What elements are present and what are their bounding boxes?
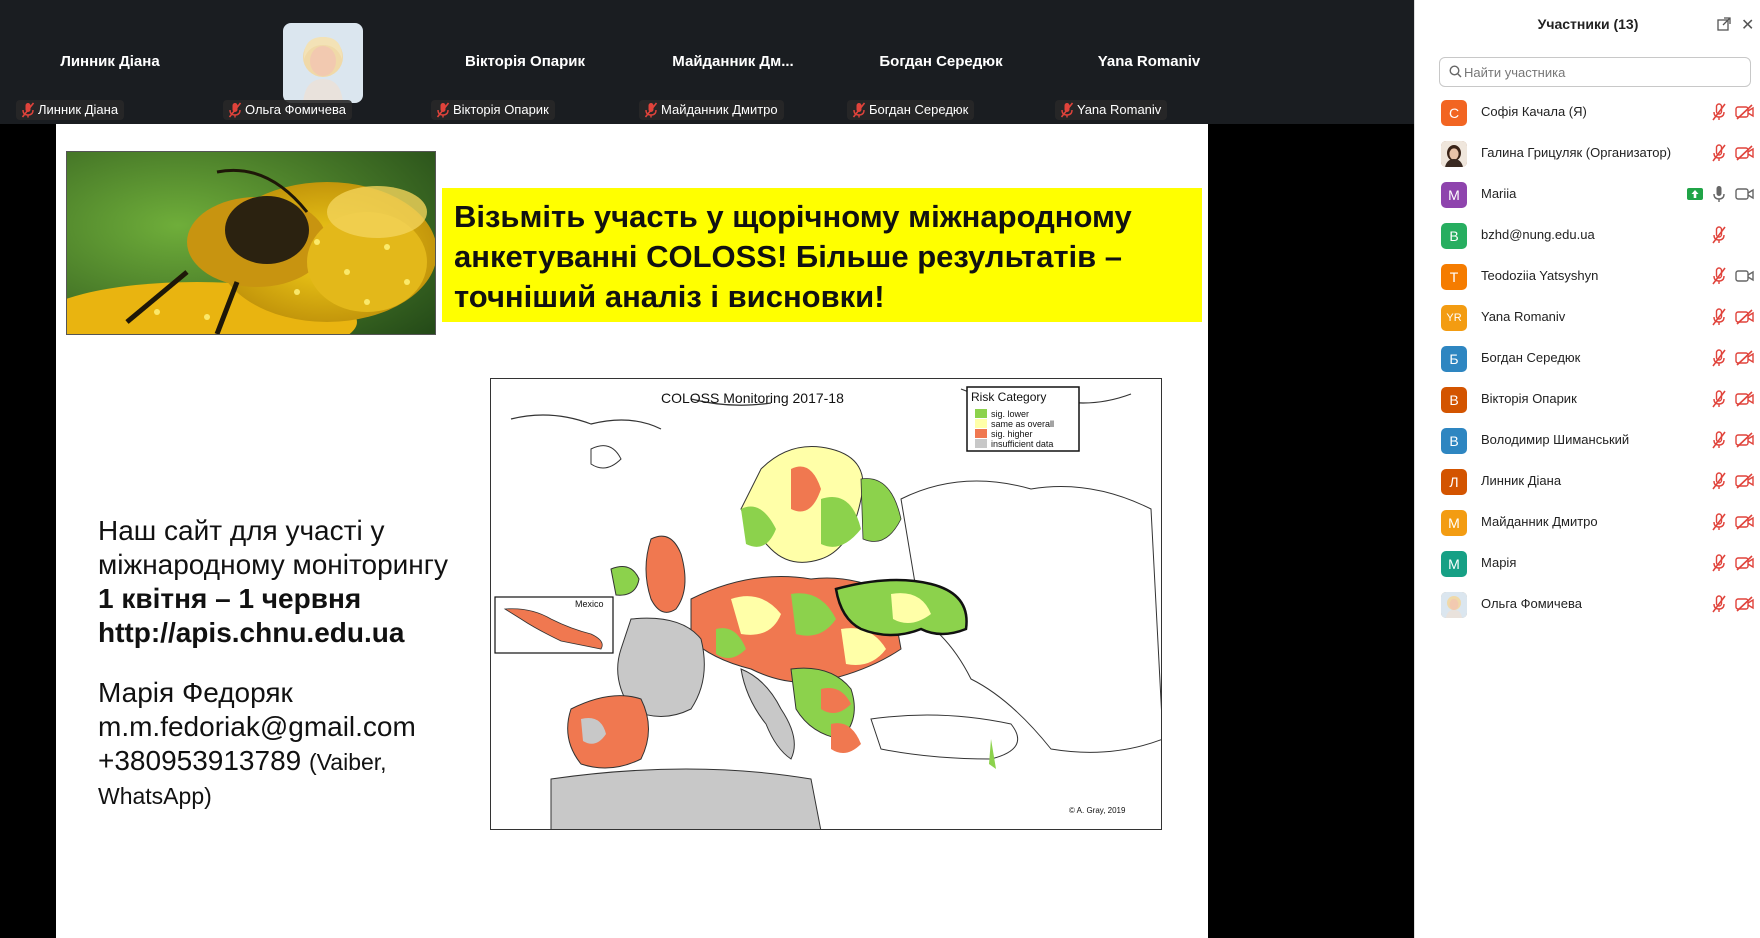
video-off-icon[interactable] xyxy=(1735,104,1755,120)
mic-icon[interactable] xyxy=(1711,185,1727,203)
participant-name: Ольга Фомичева xyxy=(1481,596,1582,611)
info-text: міжнародному моніторингу xyxy=(98,549,448,580)
tile-name-label xyxy=(847,100,974,120)
avatar: Б xyxy=(1441,346,1467,372)
legend-title: Risk Category xyxy=(971,390,1047,404)
video-gallery-strip xyxy=(0,0,1414,124)
video-off-icon[interactable] xyxy=(1735,145,1755,161)
avatar xyxy=(1441,592,1467,618)
participant-status-icons xyxy=(1711,595,1755,613)
participant-name: Teodoziia Yatsyshyn xyxy=(1481,268,1599,283)
tile-label-text: Богдан Середюк xyxy=(869,102,969,117)
mic-muted-icon xyxy=(1060,102,1074,118)
avatar: В xyxy=(1441,387,1467,413)
tile-name-label xyxy=(639,100,784,120)
tile-name-label xyxy=(1055,100,1167,120)
mic-muted-icon[interactable] xyxy=(1711,308,1727,326)
participant-name: bzhd@nung.edu.ua xyxy=(1481,227,1595,242)
mic-muted-icon[interactable] xyxy=(1711,103,1727,121)
video-tile[interactable] xyxy=(629,0,837,124)
mic-muted-icon xyxy=(852,102,866,118)
avatar: С xyxy=(1441,100,1467,126)
avatar: Л xyxy=(1441,469,1467,495)
video-tile[interactable] xyxy=(6,0,214,124)
mic-muted-icon[interactable] xyxy=(1711,513,1727,531)
survey-dates: 1 квітня – 1 червня xyxy=(98,583,362,614)
video-off-icon[interactable] xyxy=(1735,391,1755,407)
popout-icon[interactable] xyxy=(1717,17,1731,31)
shared-screen xyxy=(0,124,1414,938)
mic-muted-icon[interactable] xyxy=(1711,472,1727,490)
tile-label-text: Вікторія Опарик xyxy=(453,102,549,117)
mic-muted-icon[interactable] xyxy=(1711,390,1727,408)
participant-name: Богдан Середюк xyxy=(1481,350,1581,365)
contact-phone: +380953913789 xyxy=(98,745,302,776)
mic-muted-icon[interactable] xyxy=(1711,226,1727,244)
participant-name: Марія xyxy=(1481,555,1517,570)
phone-note: WhatsApp) xyxy=(98,783,212,809)
screen-share-icon xyxy=(1687,188,1703,200)
participant-row[interactable] xyxy=(1415,501,1760,542)
participant-list xyxy=(1415,91,1760,624)
info-text: Наш сайт для участі у xyxy=(98,515,385,546)
participant-row[interactable] xyxy=(1415,173,1760,214)
participant-row[interactable] xyxy=(1415,214,1760,255)
participant-row[interactable] xyxy=(1415,132,1760,173)
avatar: B xyxy=(1441,223,1467,249)
avatar: М xyxy=(1441,510,1467,536)
survey-url: http://apis.chnu.edu.ua xyxy=(98,617,405,648)
participant-row[interactable] xyxy=(1415,296,1760,337)
participant-name: Вікторія Опарик xyxy=(1481,391,1577,406)
search-icon xyxy=(1449,65,1462,78)
video-tile[interactable] xyxy=(421,0,629,124)
avatar: М xyxy=(1441,551,1467,577)
participant-name: Галина Грицуляк (Организатор) xyxy=(1481,145,1672,160)
participant-name: Майданник Дмитро xyxy=(1481,514,1598,529)
video-off-icon[interactable] xyxy=(1735,350,1755,366)
legend-item: sig. lower xyxy=(991,409,1030,419)
video-off-icon[interactable] xyxy=(1735,514,1755,530)
call-to-action-banner xyxy=(442,188,1202,322)
mic-muted-icon[interactable] xyxy=(1711,595,1727,613)
participants-panel xyxy=(1414,0,1760,938)
avatar: YR xyxy=(1441,305,1467,331)
participant-status-icons xyxy=(1711,349,1755,367)
inset-label: Mexico xyxy=(575,599,604,609)
tile-display-name: Yana Romaniv xyxy=(1097,53,1201,70)
video-off-icon[interactable] xyxy=(1735,473,1755,489)
participant-name: Софія Качала (Я) xyxy=(1481,104,1587,119)
contact-email: m.m.fedoriak@gmail.com xyxy=(98,711,416,742)
map-title: COLOSS Monitoring 2017-18 xyxy=(661,390,844,406)
tile-display-name: Линник Діана xyxy=(60,53,160,70)
banner-line: Візьміть участь у щорічному міжнародному xyxy=(454,199,1132,234)
mic-muted-icon[interactable] xyxy=(1711,144,1727,162)
participant-status-icons xyxy=(1711,226,1755,244)
participant-name: Yana Romaniv xyxy=(1481,309,1566,324)
participant-name: Володимир Шиманський xyxy=(1481,432,1630,447)
participant-status-icons xyxy=(1711,267,1755,285)
participant-status-icons xyxy=(1711,308,1755,326)
mic-muted-icon[interactable] xyxy=(1711,431,1727,449)
tile-label-text: Yana Romaniv xyxy=(1077,102,1162,117)
tile-display-name: Богдан Середюк xyxy=(879,53,1003,70)
video-off-icon[interactable] xyxy=(1735,596,1755,612)
avatar xyxy=(1441,141,1467,167)
phone-note: (Vaiber, xyxy=(309,749,387,775)
mic-muted-icon xyxy=(21,102,35,118)
close-icon[interactable]: ✕ xyxy=(1741,17,1755,34)
tile-label-text: Ольга Фомичева xyxy=(245,102,346,117)
mic-muted-icon[interactable] xyxy=(1711,349,1727,367)
panel-title: Участники (13) xyxy=(1537,16,1639,32)
participant-status-icons xyxy=(1687,185,1755,203)
participant-row[interactable] xyxy=(1415,583,1760,624)
participant-name: Линник Діана xyxy=(1481,473,1562,488)
legend-item: same as overall xyxy=(991,419,1055,429)
participant-row[interactable] xyxy=(1415,91,1760,132)
participant-row[interactable] xyxy=(1415,255,1760,296)
participant-status-icons xyxy=(1711,144,1755,162)
tile-label-text: Майданник Дмитро xyxy=(661,102,778,117)
banner-line: анкетуванні COLOSS! Більше результатів – xyxy=(454,239,1123,274)
avatar xyxy=(283,23,363,103)
participant-status-icons xyxy=(1711,554,1755,572)
mic-muted-icon xyxy=(436,102,450,118)
avatar: T xyxy=(1441,264,1467,290)
participant-status-icons xyxy=(1711,390,1755,408)
contact-person: Марія Федоряк xyxy=(98,677,293,708)
panel-header xyxy=(1415,0,1760,48)
video-off-icon[interactable] xyxy=(1735,432,1755,448)
bee-photo xyxy=(66,151,436,335)
video-off-icon[interactable] xyxy=(1735,555,1755,571)
video-icon[interactable] xyxy=(1735,268,1755,284)
avatar: В xyxy=(1441,428,1467,454)
coloss-risk-map xyxy=(490,378,1162,830)
tile-label-text: Линник Діана xyxy=(38,102,119,117)
avatar: M xyxy=(1441,182,1467,208)
tile-display-name: Вікторія Опарик xyxy=(464,53,586,70)
mic-muted-icon xyxy=(644,102,658,118)
contact-info xyxy=(98,514,478,813)
video-tile[interactable] xyxy=(1045,0,1253,124)
search-input[interactable] xyxy=(1464,58,1744,86)
participant-status-icons xyxy=(1711,431,1755,449)
mic-muted-icon[interactable] xyxy=(1711,554,1727,572)
participant-status-icons xyxy=(1711,103,1755,121)
video-icon[interactable] xyxy=(1735,186,1755,202)
participant-name: Mariia xyxy=(1481,186,1517,201)
banner-line: точніший аналіз і висновки! xyxy=(454,279,885,314)
participant-status-icons xyxy=(1711,472,1755,490)
legend-item: sig. higher xyxy=(991,429,1033,439)
participant-status-icons xyxy=(1711,513,1755,531)
participant-row[interactable] xyxy=(1415,337,1760,378)
tile-name-label xyxy=(16,100,124,120)
participant-row[interactable] xyxy=(1415,542,1760,583)
tile-name-label xyxy=(431,100,555,120)
video-off-icon[interactable] xyxy=(1735,309,1755,325)
presentation-slide xyxy=(56,124,1208,938)
participant-row[interactable] xyxy=(1415,419,1760,460)
video-tile[interactable] xyxy=(213,0,421,124)
video-tile[interactable] xyxy=(837,0,1045,124)
participant-row[interactable] xyxy=(1415,378,1760,419)
tile-display-name: Майданник Дм... xyxy=(672,53,794,70)
legend-item: insufficient data xyxy=(991,439,1054,449)
search-box xyxy=(1439,57,1751,87)
mic-muted-icon[interactable] xyxy=(1711,267,1727,285)
participant-row[interactable] xyxy=(1415,460,1760,501)
map-credit: © A. Gray, 2019 xyxy=(1069,806,1126,815)
tile-name-label xyxy=(223,100,352,120)
mic-muted-icon xyxy=(228,102,242,118)
